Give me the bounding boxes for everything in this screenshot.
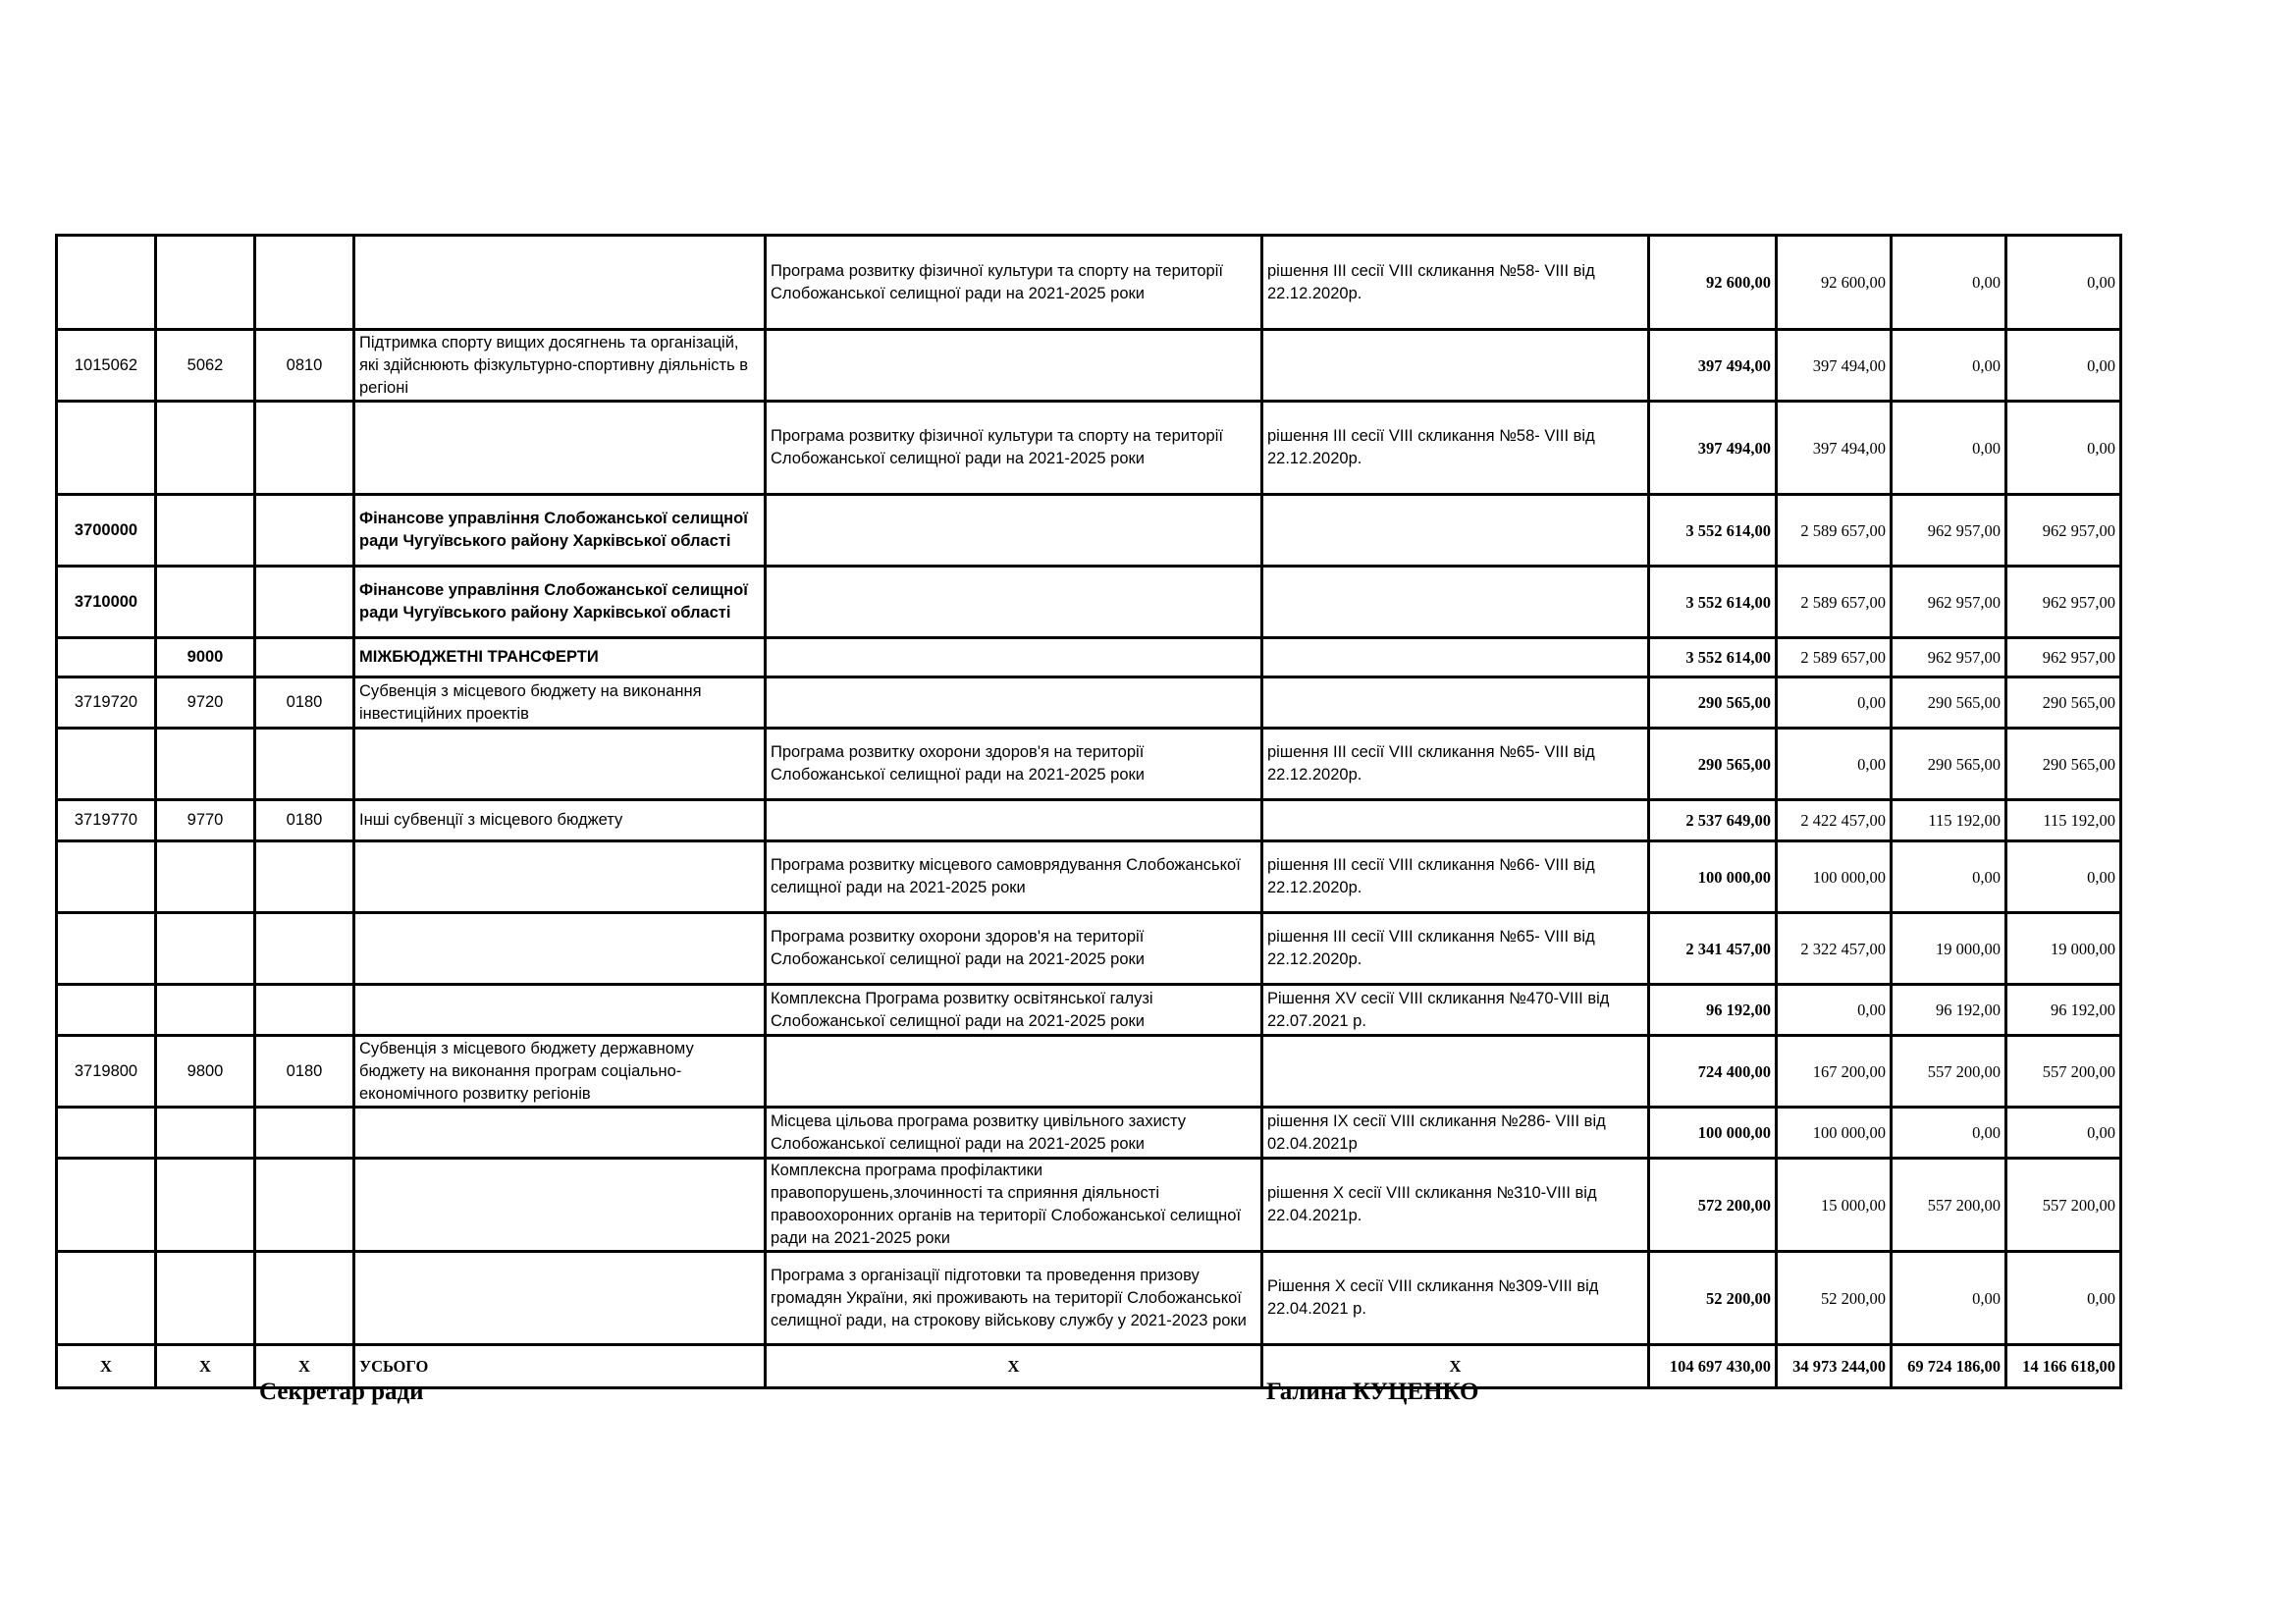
general-fund-cell: 2 589 657,00 [1777, 638, 1892, 677]
program-cell: Програма розвитку охорони здоров'я на території Слобожанської селищної ради на 2021-2025 роки [766, 913, 1262, 985]
program-cell [766, 677, 1262, 729]
general-fund-cell: 100 000,00 [1777, 1108, 1892, 1159]
kpkv-cell [57, 1252, 156, 1345]
development-budget-cell: 0,00 [2006, 330, 2121, 402]
general-fund-cell: 2 322 457,00 [1777, 913, 1892, 985]
kpkv-cell: 3719800 [57, 1036, 156, 1108]
total-cell: 2 537 649,00 [1649, 800, 1777, 841]
table-row [57, 677, 2121, 729]
name-cell [354, 1108, 766, 1159]
total-cell: 2 341 457,00 [1649, 913, 1777, 985]
total-cell: 96 192,00 [1649, 985, 1777, 1036]
table-row [57, 800, 2121, 841]
table-row [57, 402, 2121, 495]
table-row [57, 1252, 2121, 1345]
development-budget-cell: 962 957,00 [2006, 638, 2121, 677]
special-fund-cell: 0,00 [1892, 841, 2006, 913]
kpkv-cell: 3719720 [57, 677, 156, 729]
name-cell [354, 729, 766, 800]
tpkv-cell [156, 1108, 255, 1159]
development-budget-cell: 0,00 [2006, 236, 2121, 330]
total-cell: 100 000,00 [1649, 1108, 1777, 1159]
table-row [57, 1036, 2121, 1108]
kpkv-cell [57, 402, 156, 495]
development-budget-cell: 0,00 [2006, 1108, 2121, 1159]
kfkv-cell [255, 236, 354, 330]
general-fund-cell: 52 200,00 [1777, 1252, 1892, 1345]
program-cell [766, 1036, 1262, 1108]
special-fund-cell: 115 192,00 [1892, 800, 2006, 841]
tpkv-cell [156, 567, 255, 638]
program-cell [766, 638, 1262, 677]
name-cell [354, 985, 766, 1036]
decision-cell: рішення ІІІ сесії VIII скликання №65- VIII від 22.12.2020р. [1262, 729, 1649, 800]
total-program-cell: Х [766, 1345, 1262, 1388]
tpkv-cell [156, 729, 255, 800]
kfkv-cell: 0810 [255, 330, 354, 402]
total-total-cell: 104 697 430,00 [1649, 1345, 1777, 1388]
tpkv-cell [156, 985, 255, 1036]
general-fund-cell: 2 422 457,00 [1777, 800, 1892, 841]
decision-cell: рішення ІІІ сесії VIII скликання №58- VIII від 22.12.2020р. [1262, 236, 1649, 330]
general-fund-cell: 100 000,00 [1777, 841, 1892, 913]
development-budget-cell: 962 957,00 [2006, 567, 2121, 638]
decision-cell: рішення ІХ сесії VIII скликання №286- VIII від 02.04.2021р [1262, 1108, 1649, 1159]
total-cell: 290 565,00 [1649, 729, 1777, 800]
kfkv-cell [255, 567, 354, 638]
general-fund-cell: 92 600,00 [1777, 236, 1892, 330]
kfkv-cell [255, 495, 354, 567]
total-cell: 724 400,00 [1649, 1036, 1777, 1108]
program-cell: Програма розвитку фізичної культури та спорту на території Слобожанської селищної ради на 2021-2025 роки [766, 402, 1262, 495]
general-fund-cell: 397 494,00 [1777, 330, 1892, 402]
tpkv-cell: 9000 [156, 638, 255, 677]
program-cell: Програма розвитку фізичної культури та спорту на території Слобожанської селищної ради на 2021-2025 роки [766, 236, 1262, 330]
name-cell: Фінансове управління Слобожанської селищної ради Чугуївського району Харківської області [354, 495, 766, 567]
kpkv-cell [57, 1159, 156, 1252]
decision-cell [1262, 638, 1649, 677]
tpkv-cell [156, 913, 255, 985]
total-cell: 3 552 614,00 [1649, 495, 1777, 567]
special-fund-cell: 19 000,00 [1892, 913, 2006, 985]
name-cell [354, 841, 766, 913]
kfkv-cell: 0180 [255, 1036, 354, 1108]
kpkv-cell: 3719770 [57, 800, 156, 841]
total-decision-cell: Х [1262, 1345, 1649, 1388]
kfkv-cell [255, 841, 354, 913]
kpkv-cell [57, 638, 156, 677]
development-budget-cell: 557 200,00 [2006, 1159, 2121, 1252]
budget-table [55, 234, 2122, 1389]
kfkv-cell [255, 913, 354, 985]
kfkv-cell: 0180 [255, 800, 354, 841]
table-row [57, 495, 2121, 567]
development-budget-cell: 0,00 [2006, 402, 2121, 495]
development-budget-cell: 96 192,00 [2006, 985, 2121, 1036]
decision-cell [1262, 1036, 1649, 1108]
name-cell: Інші субвенції з місцевого бюджету [354, 800, 766, 841]
program-cell: Програма з організації підготовки та проведення призову громадян України, які проживають на території Слобожанської селищної ради, на строкову військову службу у 2021-2023 роки [766, 1252, 1262, 1345]
general-fund-cell: 0,00 [1777, 985, 1892, 1036]
decision-cell: рішення ІІІ сесії VIII скликання №65- VIII від 22.12.2020р. [1262, 913, 1649, 985]
special-fund-cell: 557 200,00 [1892, 1159, 2006, 1252]
name-cell [354, 1159, 766, 1252]
development-budget-cell: 290 565,00 [2006, 677, 2121, 729]
total-cell: 52 200,00 [1649, 1252, 1777, 1345]
name-cell [354, 402, 766, 495]
total-name-cell: УСЬОГО [354, 1345, 766, 1388]
general-fund-cell: 397 494,00 [1777, 402, 1892, 495]
signature-title: Секретар ради [259, 1379, 424, 1405]
name-cell [354, 913, 766, 985]
tpkv-cell: 9770 [156, 800, 255, 841]
table-row [57, 330, 2121, 402]
kfkv-cell [255, 985, 354, 1036]
total-cell: 397 494,00 [1649, 330, 1777, 402]
table-row [57, 985, 2121, 1036]
decision-cell [1262, 677, 1649, 729]
development-budget-cell: 290 565,00 [2006, 729, 2121, 800]
kpkv-cell [57, 1108, 156, 1159]
name-cell: Підтримка спорту вищих досягнень та організацій, які здійснюють фізкультурно-спортивну діяльність в регіоні [354, 330, 766, 402]
special-fund-cell: 557 200,00 [1892, 1036, 2006, 1108]
kfkv-cell [255, 1252, 354, 1345]
table-row [57, 1108, 2121, 1159]
development-budget-cell: 0,00 [2006, 1252, 2121, 1345]
kpkv-cell [57, 913, 156, 985]
special-fund-cell: 0,00 [1892, 236, 2006, 330]
general-fund-cell: 2 589 657,00 [1777, 495, 1892, 567]
program-cell [766, 567, 1262, 638]
general-fund-cell: 0,00 [1777, 677, 1892, 729]
general-fund-cell: 15 000,00 [1777, 1159, 1892, 1252]
total-general-fund-cell: 34 973 244,00 [1777, 1345, 1892, 1388]
decision-cell: рішення Х сесії VIII скликання №310-VIII від 22.04.2021р. [1262, 1159, 1649, 1252]
kfkv-cell [255, 638, 354, 677]
development-budget-cell: 115 192,00 [2006, 800, 2121, 841]
kfkv-cell [255, 729, 354, 800]
total-development-budget-cell: 14 166 618,00 [2006, 1345, 2121, 1388]
total-cell: 290 565,00 [1649, 677, 1777, 729]
tpkv-cell: 9800 [156, 1036, 255, 1108]
table-row [57, 729, 2121, 800]
special-fund-cell: 962 957,00 [1892, 638, 2006, 677]
signature-name: Галина КУЦЕНКО [1266, 1379, 1479, 1405]
table-row [57, 841, 2121, 913]
decision-cell [1262, 800, 1649, 841]
general-fund-cell: 167 200,00 [1777, 1036, 1892, 1108]
special-fund-cell: 96 192,00 [1892, 985, 2006, 1036]
program-cell [766, 800, 1262, 841]
special-fund-cell: 0,00 [1892, 1252, 2006, 1345]
kpkv-cell [57, 729, 156, 800]
total-kfkv-cell: Х [255, 1345, 354, 1388]
general-fund-cell: 2 589 657,00 [1777, 567, 1892, 638]
general-fund-cell: 0,00 [1777, 729, 1892, 800]
special-fund-cell: 962 957,00 [1892, 495, 2006, 567]
kpkv-cell: 3710000 [57, 567, 156, 638]
total-cell: 92 600,00 [1649, 236, 1777, 330]
decision-cell [1262, 330, 1649, 402]
tpkv-cell [156, 841, 255, 913]
decision-cell: Рішення XV сесії VIII скликання №470-VIII від 22.07.2021 р. [1262, 985, 1649, 1036]
tpkv-cell: 9720 [156, 677, 255, 729]
table-row [57, 638, 2121, 677]
program-cell [766, 330, 1262, 402]
kfkv-cell [255, 402, 354, 495]
special-fund-cell: 0,00 [1892, 330, 2006, 402]
program-cell [766, 495, 1262, 567]
decision-cell: рішення ІІІ сесії VIII скликання №66- VIII від 22.12.2020р. [1262, 841, 1649, 913]
table-row [57, 567, 2121, 638]
kfkv-cell [255, 1159, 354, 1252]
tpkv-cell [156, 402, 255, 495]
special-fund-cell: 290 565,00 [1892, 677, 2006, 729]
table-row [57, 236, 2121, 330]
tpkv-cell [156, 1252, 255, 1345]
total-cell: 3 552 614,00 [1649, 638, 1777, 677]
name-cell: МІЖБЮДЖЕТНІ ТРАНСФЕРТИ [354, 638, 766, 677]
program-cell: Комплексна програма профілактики правопорушень,злочинності та сприяння діяльності правоохоронних органів на території Слобожанської селищної ради на 2021-2025 роки [766, 1159, 1262, 1252]
table-body [57, 236, 2121, 1388]
tpkv-cell [156, 1159, 255, 1252]
tpkv-cell [156, 495, 255, 567]
kpkv-cell: 1015062 [57, 330, 156, 402]
total-cell: 397 494,00 [1649, 402, 1777, 495]
development-budget-cell: 19 000,00 [2006, 913, 2121, 985]
kpkv-cell [57, 985, 156, 1036]
total-cell: 572 200,00 [1649, 1159, 1777, 1252]
special-fund-cell: 290 565,00 [1892, 729, 2006, 800]
decision-cell [1262, 567, 1649, 638]
decision-cell: рішення ІІІ сесії VIII скликання №58- VIII від 22.12.2020р. [1262, 402, 1649, 495]
total-tpkv-cell: Х [156, 1345, 255, 1388]
name-cell [354, 236, 766, 330]
total-special-fund-cell: 69 724 186,00 [1892, 1345, 2006, 1388]
kpkv-cell [57, 236, 156, 330]
development-budget-cell: 557 200,00 [2006, 1036, 2121, 1108]
program-cell: Комплексна Програма розвитку освітянської галузі Слобожанської селищної ради на 2021-2025 роки [766, 985, 1262, 1036]
name-cell: Субвенція з місцевого бюджету державному бюджету на виконання програм соціально-економічного розвитку регіонів [354, 1036, 766, 1108]
development-budget-cell: 0,00 [2006, 841, 2121, 913]
tpkv-cell: 5062 [156, 330, 255, 402]
table-row [57, 1159, 2121, 1252]
kfkv-cell [255, 1108, 354, 1159]
name-cell: Субвенція з місцевого бюджету на виконання інвестиційних проектів [354, 677, 766, 729]
decision-cell [1262, 495, 1649, 567]
total-cell: 3 552 614,00 [1649, 567, 1777, 638]
tpkv-cell [156, 236, 255, 330]
kpkv-cell [57, 841, 156, 913]
table-row [57, 913, 2121, 985]
kfkv-cell: 0180 [255, 677, 354, 729]
program-cell: Місцева цільова програма розвитку цивільного захисту Слобожанської селищної ради на 2021-2025 роки [766, 1108, 1262, 1159]
program-cell: Програма розвитку охорони здоров'я на території Слобожанської селищної ради на 2021-2025 роки [766, 729, 1262, 800]
development-budget-cell: 962 957,00 [2006, 495, 2121, 567]
decision-cell: Рішення Х сесії VIII скликання №309-VIII від 22.04.2021 р. [1262, 1252, 1649, 1345]
name-cell: Фінансове управління Слобожанської селищної ради Чугуївського району Харківської області [354, 567, 766, 638]
special-fund-cell: 0,00 [1892, 1108, 2006, 1159]
program-cell: Програма розвитку місцевого самоврядування Слобожанської селищної ради на 2021-2025 роки [766, 841, 1262, 913]
total-kpkv-cell: Х [57, 1345, 156, 1388]
total-cell: 100 000,00 [1649, 841, 1777, 913]
kpkv-cell: 3700000 [57, 495, 156, 567]
special-fund-cell: 962 957,00 [1892, 567, 2006, 638]
name-cell [354, 1252, 766, 1345]
special-fund-cell: 0,00 [1892, 402, 2006, 495]
